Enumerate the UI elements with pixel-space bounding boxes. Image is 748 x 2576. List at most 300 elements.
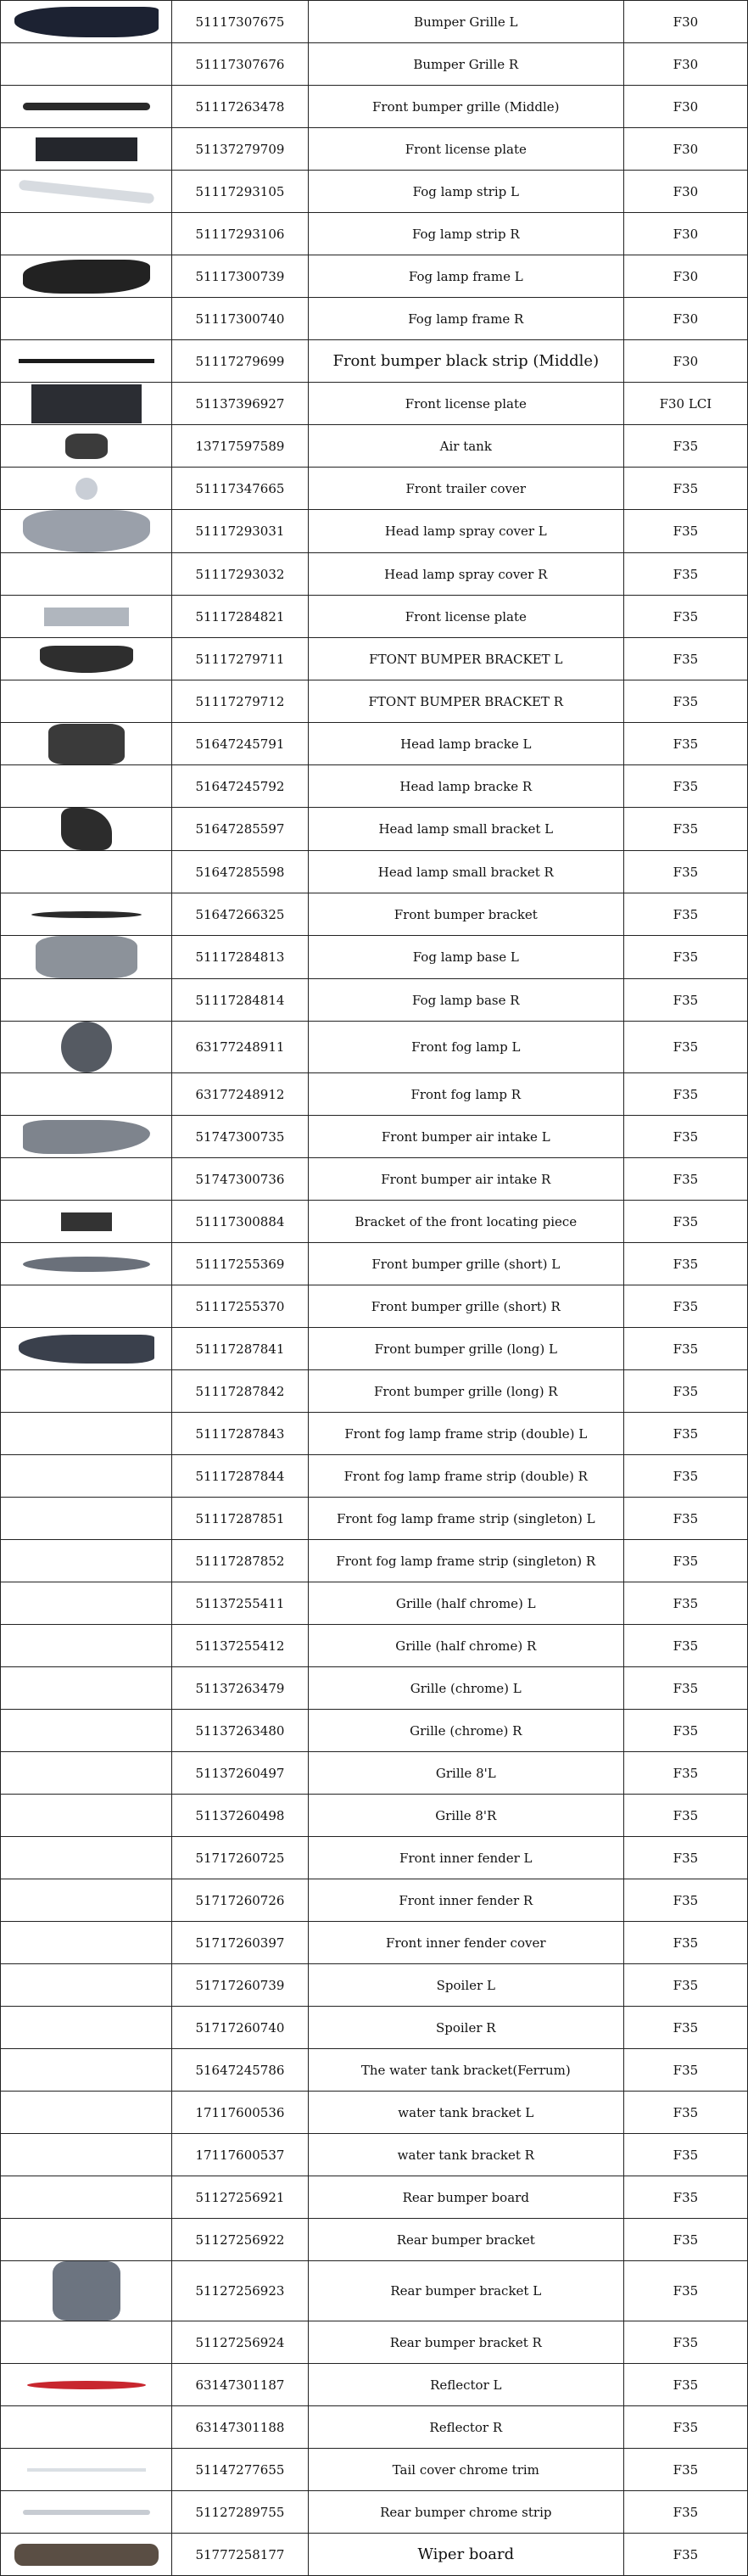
air-intake-icon bbox=[23, 1120, 150, 1154]
part-number: 51117279699 bbox=[172, 340, 309, 383]
rear-chrome-strip-icon bbox=[23, 2510, 150, 2515]
car-model: F30 bbox=[623, 213, 747, 255]
part-image-cell bbox=[1, 2364, 172, 2406]
table-row bbox=[1, 2534, 748, 2576]
table-row bbox=[1, 2449, 748, 2491]
black-strip-icon bbox=[19, 359, 154, 363]
part-description: Grille 8'R bbox=[308, 1795, 623, 1837]
part-description: Front inner fender R bbox=[308, 1879, 623, 1922]
car-model: F35 bbox=[623, 680, 747, 723]
car-model: F35 bbox=[623, 2049, 747, 2092]
part-number: 51137260498 bbox=[172, 1795, 309, 1837]
part-description: The water tank bracket(Ferrum) bbox=[308, 2049, 623, 2092]
part-number: 51117287844 bbox=[172, 1455, 309, 1498]
car-model: F35 bbox=[623, 2534, 747, 2576]
part-image-cell bbox=[1, 2049, 172, 2092]
table-row bbox=[1, 638, 748, 680]
part-image-cell bbox=[1, 1285, 172, 1328]
grille-icon bbox=[14, 7, 159, 37]
fog-lamp-icon bbox=[61, 1022, 112, 1072]
table-row bbox=[1, 1370, 748, 1413]
part-description: Head lamp bracke R bbox=[308, 765, 623, 808]
part-image-cell bbox=[1, 808, 172, 851]
table-row bbox=[1, 2261, 748, 2321]
part-description: Fog lamp frame L bbox=[308, 255, 623, 298]
part-number: 51117284814 bbox=[172, 979, 309, 1022]
part-description: Front bumper grille (short) L bbox=[308, 1243, 623, 1285]
car-model: F35 bbox=[623, 2007, 747, 2049]
part-description: water tank bracket L bbox=[308, 2092, 623, 2134]
part-image-cell bbox=[1, 553, 172, 596]
table-row bbox=[1, 1413, 748, 1455]
part-image-cell bbox=[1, 128, 172, 171]
table-row bbox=[1, 468, 748, 510]
part-number: 51127256921 bbox=[172, 2176, 309, 2219]
table-row bbox=[1, 1498, 748, 1540]
table-row bbox=[1, 765, 748, 808]
part-description: FTONT BUMPER BRACKET R bbox=[308, 680, 623, 723]
table-row bbox=[1, 2049, 748, 2092]
part-number: 51117279712 bbox=[172, 680, 309, 723]
fog-lamp-strip-icon bbox=[18, 179, 154, 204]
part-image-cell bbox=[1, 1879, 172, 1922]
part-description: Front fog lamp frame strip (singleton) R bbox=[308, 1540, 623, 1582]
part-image-cell bbox=[1, 1837, 172, 1879]
part-description: Front license plate bbox=[308, 596, 623, 638]
part-number: 51117284813 bbox=[172, 936, 309, 979]
part-number: 51117287841 bbox=[172, 1328, 309, 1370]
part-number: 51647266325 bbox=[172, 893, 309, 936]
part-description: Reflector R bbox=[308, 2406, 623, 2449]
part-image-cell bbox=[1, 638, 172, 680]
part-image-cell bbox=[1, 1158, 172, 1201]
part-description: Spoiler L bbox=[308, 1964, 623, 2007]
part-image-cell bbox=[1, 936, 172, 979]
part-description: Front fog lamp frame strip (singleton) L bbox=[308, 1498, 623, 1540]
part-number: 51117347665 bbox=[172, 468, 309, 510]
part-image-cell bbox=[1, 1201, 172, 1243]
car-model: F35 bbox=[623, 2092, 747, 2134]
table-row bbox=[1, 808, 748, 851]
table-row bbox=[1, 936, 748, 979]
car-model: F35 bbox=[623, 1752, 747, 1795]
part-image-cell bbox=[1, 680, 172, 723]
car-model: F35 bbox=[623, 1795, 747, 1837]
car-model: F35 bbox=[623, 2406, 747, 2449]
car-model: F35 bbox=[623, 979, 747, 1022]
license-plate-f35-icon bbox=[44, 608, 129, 626]
part-number: 51127256922 bbox=[172, 2219, 309, 2261]
part-number: 51137255412 bbox=[172, 1625, 309, 1667]
part-number: 51647245786 bbox=[172, 2049, 309, 2092]
part-description: Rear bumper bracket L bbox=[308, 2261, 623, 2321]
part-description: Fog lamp strip L bbox=[308, 171, 623, 213]
part-description: Rear bumper chrome strip bbox=[308, 2491, 623, 2534]
part-number: 51117293106 bbox=[172, 213, 309, 255]
part-number: 51117307675 bbox=[172, 1, 309, 43]
part-number: 51127256923 bbox=[172, 2261, 309, 2321]
part-image-cell bbox=[1, 596, 172, 638]
part-number: 51117287852 bbox=[172, 1540, 309, 1582]
part-image-cell bbox=[1, 340, 172, 383]
part-description: Head lamp small bracket L bbox=[308, 808, 623, 851]
table-row bbox=[1, 1922, 748, 1964]
part-image-cell bbox=[1, 1964, 172, 2007]
part-image-cell bbox=[1, 2176, 172, 2219]
car-model: F35 bbox=[623, 425, 747, 468]
car-model: F35 bbox=[623, 2449, 747, 2491]
parts-table-body bbox=[1, 1, 748, 2576]
part-image-cell bbox=[1, 1116, 172, 1158]
car-model: F35 bbox=[623, 468, 747, 510]
table-row bbox=[1, 1540, 748, 1582]
grille-long-icon bbox=[19, 1335, 154, 1364]
part-image-cell bbox=[1, 2449, 172, 2491]
car-model: F35 bbox=[623, 1498, 747, 1540]
part-image-cell bbox=[1, 425, 172, 468]
part-description: Front trailer cover bbox=[308, 468, 623, 510]
wiper-board-icon bbox=[14, 2544, 159, 2566]
part-image-cell bbox=[1, 2491, 172, 2534]
part-number: 51117300740 bbox=[172, 298, 309, 340]
table-row bbox=[1, 596, 748, 638]
part-number: 51137263480 bbox=[172, 1710, 309, 1752]
part-description: Bumper Grille R bbox=[308, 43, 623, 86]
part-description: Front bumper bracket bbox=[308, 893, 623, 936]
car-model: F35 bbox=[623, 1201, 747, 1243]
license-plate-lci-icon bbox=[31, 384, 142, 423]
car-model: F35 bbox=[623, 808, 747, 851]
part-number: 51717260726 bbox=[172, 1879, 309, 1922]
table-row bbox=[1, 1837, 748, 1879]
table-row bbox=[1, 1201, 748, 1243]
part-image-cell bbox=[1, 43, 172, 86]
part-description: Reflector L bbox=[308, 2364, 623, 2406]
table-row bbox=[1, 1455, 748, 1498]
part-image-cell bbox=[1, 2321, 172, 2364]
table-row bbox=[1, 2134, 748, 2176]
head-lamp-bracket-icon bbox=[48, 724, 125, 764]
reflector-icon bbox=[27, 2381, 146, 2389]
part-image-cell bbox=[1, 765, 172, 808]
part-image-cell bbox=[1, 2007, 172, 2049]
part-description: Front fog lamp frame strip (double) R bbox=[308, 1455, 623, 1498]
table-row bbox=[1, 43, 748, 86]
car-model: F35 bbox=[623, 1328, 747, 1370]
part-image-cell bbox=[1, 723, 172, 765]
car-model: F30 bbox=[623, 171, 747, 213]
part-image-cell bbox=[1, 510, 172, 553]
car-model: F35 bbox=[623, 1455, 747, 1498]
part-number: 51137279709 bbox=[172, 128, 309, 171]
part-image-cell bbox=[1, 2406, 172, 2449]
car-model: F30 bbox=[623, 1, 747, 43]
part-description: Head lamp small bracket R bbox=[308, 851, 623, 893]
table-row bbox=[1, 2321, 748, 2364]
part-description: Fog lamp base R bbox=[308, 979, 623, 1022]
car-model: F30 bbox=[623, 255, 747, 298]
part-image-cell bbox=[1, 1370, 172, 1413]
part-description: FTONT BUMPER BRACKET L bbox=[308, 638, 623, 680]
car-model: F35 bbox=[623, 1879, 747, 1922]
part-image-cell bbox=[1, 2261, 172, 2321]
table-row bbox=[1, 1116, 748, 1158]
car-model: F30 bbox=[623, 128, 747, 171]
part-number: 51137255411 bbox=[172, 1582, 309, 1625]
table-row bbox=[1, 1, 748, 43]
part-description: Front fog lamp R bbox=[308, 1073, 623, 1116]
table-row bbox=[1, 2092, 748, 2134]
part-number: 51717260725 bbox=[172, 1837, 309, 1879]
part-number: 51137396927 bbox=[172, 383, 309, 425]
table-row bbox=[1, 723, 748, 765]
part-number: 51117293031 bbox=[172, 510, 309, 553]
part-number: 51717260397 bbox=[172, 1922, 309, 1964]
table-row bbox=[1, 2007, 748, 2049]
part-image-cell bbox=[1, 1582, 172, 1625]
table-row bbox=[1, 979, 748, 1022]
table-row bbox=[1, 1328, 748, 1370]
table-row bbox=[1, 1022, 748, 1073]
car-model: F35 bbox=[623, 553, 747, 596]
car-model: F35 bbox=[623, 1413, 747, 1455]
part-image-cell bbox=[1, 1498, 172, 1540]
part-description: Grille (half chrome) R bbox=[308, 1625, 623, 1667]
car-model: F35 bbox=[623, 1922, 747, 1964]
grille-middle-icon bbox=[23, 103, 150, 110]
locating-piece-icon bbox=[61, 1212, 112, 1231]
license-plate-icon bbox=[36, 137, 137, 161]
part-description: Fog lamp base L bbox=[308, 936, 623, 979]
part-number: 63147301187 bbox=[172, 2364, 309, 2406]
car-model: F35 bbox=[623, 1710, 747, 1752]
table-row bbox=[1, 1073, 748, 1116]
table-row bbox=[1, 298, 748, 340]
part-image-cell bbox=[1, 1328, 172, 1370]
part-description: Front bumper air intake R bbox=[308, 1158, 623, 1201]
table-row bbox=[1, 1582, 748, 1625]
part-description: Front license plate bbox=[308, 383, 623, 425]
car-model: F35 bbox=[623, 1837, 747, 1879]
car-model: F30 bbox=[623, 298, 747, 340]
part-image-cell bbox=[1, 1455, 172, 1498]
part-description: Front fog lamp frame strip (double) L bbox=[308, 1413, 623, 1455]
car-model: F35 bbox=[623, 1285, 747, 1328]
part-image-cell bbox=[1, 1243, 172, 1285]
car-model: F35 bbox=[623, 1022, 747, 1073]
part-number: 51647245792 bbox=[172, 765, 309, 808]
part-image-cell bbox=[1, 2134, 172, 2176]
part-number: 51777258177 bbox=[172, 2534, 309, 2576]
table-row bbox=[1, 1752, 748, 1795]
bumper-bracket-icon bbox=[40, 646, 133, 673]
part-image-cell bbox=[1, 893, 172, 936]
part-image-cell bbox=[1, 255, 172, 298]
table-row bbox=[1, 128, 748, 171]
table-row bbox=[1, 86, 748, 128]
rear-bracket-icon bbox=[53, 2261, 120, 2321]
table-row bbox=[1, 1285, 748, 1328]
car-model: F35 bbox=[623, 1964, 747, 2007]
car-model: F35 bbox=[623, 1540, 747, 1582]
car-model: F35 bbox=[623, 1370, 747, 1413]
car-model: F35 bbox=[623, 2261, 747, 2321]
table-row bbox=[1, 383, 748, 425]
table-row bbox=[1, 2406, 748, 2449]
car-model: F35 bbox=[623, 1158, 747, 1201]
table-row bbox=[1, 2364, 748, 2406]
part-number: 51117293032 bbox=[172, 553, 309, 596]
part-number: 51137263479 bbox=[172, 1667, 309, 1710]
part-number: 51647285597 bbox=[172, 808, 309, 851]
part-description: Head lamp bracke L bbox=[308, 723, 623, 765]
car-model: F30 bbox=[623, 86, 747, 128]
table-row bbox=[1, 893, 748, 936]
part-description: Front bumper air intake L bbox=[308, 1116, 623, 1158]
part-description: Grille 8'L bbox=[308, 1752, 623, 1795]
car-model: F35 bbox=[623, 936, 747, 979]
part-description: Front inner fender cover bbox=[308, 1922, 623, 1964]
part-image-cell bbox=[1, 979, 172, 1022]
part-description: Rear bumper bracket bbox=[308, 2219, 623, 2261]
part-image-cell bbox=[1, 1795, 172, 1837]
car-model: F35 bbox=[623, 1582, 747, 1625]
car-model: F35 bbox=[623, 2176, 747, 2219]
table-row bbox=[1, 1879, 748, 1922]
car-model: F30 bbox=[623, 340, 747, 383]
table-row bbox=[1, 425, 748, 468]
car-model: F35 bbox=[623, 765, 747, 808]
part-number: 51717260739 bbox=[172, 1964, 309, 2007]
part-number: 51647285598 bbox=[172, 851, 309, 893]
part-image-cell bbox=[1, 1413, 172, 1455]
car-model: F35 bbox=[623, 2321, 747, 2364]
part-number: 51117263478 bbox=[172, 86, 309, 128]
part-number: 51747300736 bbox=[172, 1158, 309, 1201]
part-number: 13717597589 bbox=[172, 425, 309, 468]
part-description: Rear bumper bracket R bbox=[308, 2321, 623, 2364]
car-model: F35 bbox=[623, 1116, 747, 1158]
table-row bbox=[1, 1667, 748, 1710]
part-description: Grille (chrome) L bbox=[308, 1667, 623, 1710]
part-image-cell bbox=[1, 1667, 172, 1710]
part-description: Front inner fender L bbox=[308, 1837, 623, 1879]
part-number: 51117287843 bbox=[172, 1413, 309, 1455]
part-description: Head lamp spray cover R bbox=[308, 553, 623, 596]
table-row bbox=[1, 510, 748, 553]
part-description: Front bumper grille (long) R bbox=[308, 1370, 623, 1413]
table-row bbox=[1, 213, 748, 255]
table-row bbox=[1, 2491, 748, 2534]
part-number: 17117600537 bbox=[172, 2134, 309, 2176]
table-row bbox=[1, 851, 748, 893]
part-number: 51127289755 bbox=[172, 2491, 309, 2534]
table-row bbox=[1, 1158, 748, 1201]
part-number: 63177248912 bbox=[172, 1073, 309, 1116]
part-number: 51117300739 bbox=[172, 255, 309, 298]
part-image-cell bbox=[1, 1625, 172, 1667]
car-model: F35 bbox=[623, 2491, 747, 2534]
car-model: F35 bbox=[623, 723, 747, 765]
part-description: Spoiler R bbox=[308, 2007, 623, 2049]
part-image-cell bbox=[1, 213, 172, 255]
table-row bbox=[1, 340, 748, 383]
air-tank-icon bbox=[65, 434, 108, 459]
part-image-cell bbox=[1, 171, 172, 213]
part-number: 51117307676 bbox=[172, 43, 309, 86]
part-image-cell bbox=[1, 1022, 172, 1073]
part-description: Front license plate bbox=[308, 128, 623, 171]
part-description: Grille (chrome) R bbox=[308, 1710, 623, 1752]
part-description: Front fog lamp L bbox=[308, 1022, 623, 1073]
car-model: F35 bbox=[623, 596, 747, 638]
table-row bbox=[1, 2176, 748, 2219]
tail-chrome-icon bbox=[27, 2468, 146, 2472]
part-number: 51117287842 bbox=[172, 1370, 309, 1413]
table-row bbox=[1, 2219, 748, 2261]
part-description: Rear bumper board bbox=[308, 2176, 623, 2219]
part-image-cell bbox=[1, 2092, 172, 2134]
car-model: F30 bbox=[623, 43, 747, 86]
part-image-cell bbox=[1, 1540, 172, 1582]
part-image-cell bbox=[1, 1, 172, 43]
part-number: 51117284821 bbox=[172, 596, 309, 638]
part-image-cell bbox=[1, 1752, 172, 1795]
table-row bbox=[1, 255, 748, 298]
part-image-cell bbox=[1, 2219, 172, 2261]
table-row bbox=[1, 553, 748, 596]
part-image-cell bbox=[1, 86, 172, 128]
car-model: F35 bbox=[623, 2134, 747, 2176]
part-number: 51117287851 bbox=[172, 1498, 309, 1540]
small-bracket-icon bbox=[61, 808, 112, 850]
car-model: F35 bbox=[623, 851, 747, 893]
part-number: 51127256924 bbox=[172, 2321, 309, 2364]
part-number: 51117293105 bbox=[172, 171, 309, 213]
car-model: F30 LCI bbox=[623, 383, 747, 425]
table-row bbox=[1, 171, 748, 213]
part-image-cell bbox=[1, 1710, 172, 1752]
part-number: 51117300884 bbox=[172, 1201, 309, 1243]
part-number: 51117255369 bbox=[172, 1243, 309, 1285]
table-row bbox=[1, 1625, 748, 1667]
part-image-cell bbox=[1, 383, 172, 425]
spray-cover-icon bbox=[23, 510, 150, 552]
part-description: Air tank bbox=[308, 425, 623, 468]
car-model: F35 bbox=[623, 1625, 747, 1667]
part-image-cell bbox=[1, 1073, 172, 1116]
car-model: F35 bbox=[623, 1667, 747, 1710]
car-model: F35 bbox=[623, 638, 747, 680]
part-description: Wiper board bbox=[308, 2534, 623, 2576]
part-description: Bracket of the front locating piece bbox=[308, 1201, 623, 1243]
table-row bbox=[1, 680, 748, 723]
car-model: F35 bbox=[623, 2219, 747, 2261]
part-number: 63177248911 bbox=[172, 1022, 309, 1073]
table-row bbox=[1, 1964, 748, 2007]
part-number: 51647245791 bbox=[172, 723, 309, 765]
trailer-cover-icon bbox=[75, 478, 98, 500]
part-description: Tail cover chrome trim bbox=[308, 2449, 623, 2491]
part-description: Bumper Grille L bbox=[308, 1, 623, 43]
grille-short-icon bbox=[23, 1257, 150, 1272]
part-number: 63147301188 bbox=[172, 2406, 309, 2449]
table-row bbox=[1, 1795, 748, 1837]
part-description: Front bumper grille (short) R bbox=[308, 1285, 623, 1328]
part-number: 51117255370 bbox=[172, 1285, 309, 1328]
front-bumper-bracket-icon bbox=[31, 911, 142, 918]
table-row bbox=[1, 1710, 748, 1752]
